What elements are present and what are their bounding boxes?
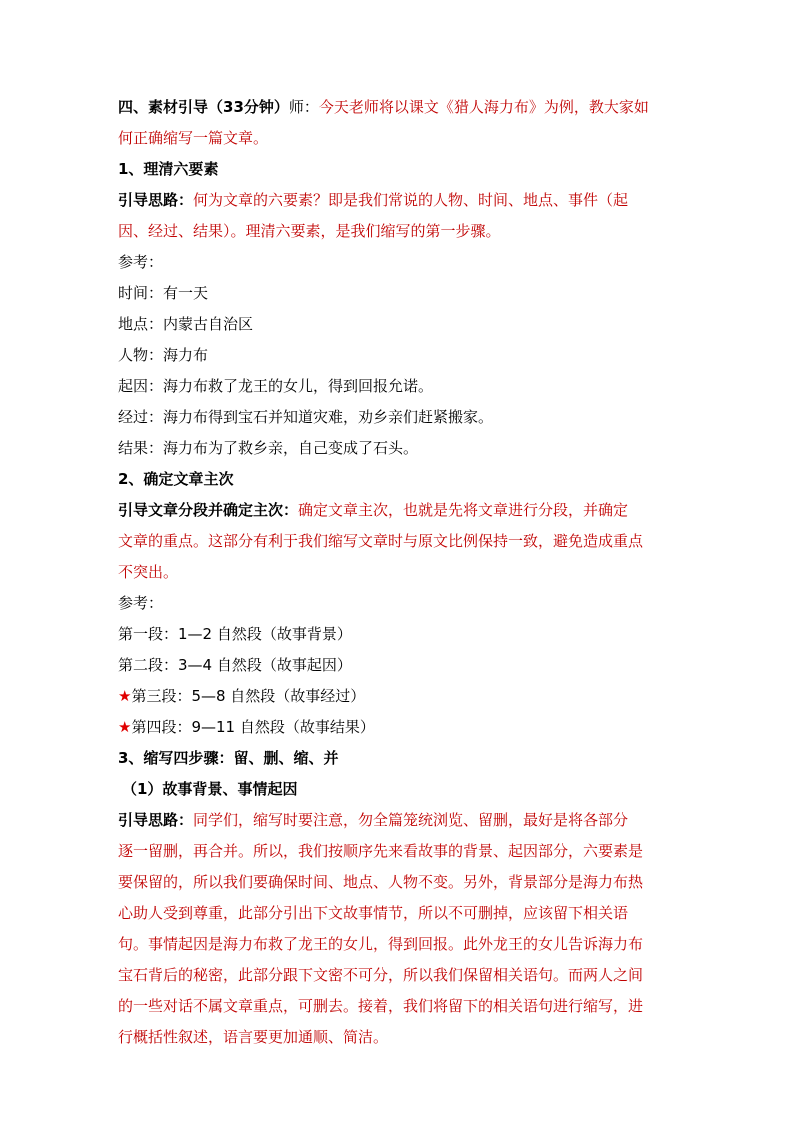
star-icon: ★ [118, 718, 132, 736]
part3-subtitle: （1）故事背景、事情起因 [122, 780, 298, 798]
part2-guide-text: 确定文章主次，也就是先将文章进行分段，并确定 [298, 501, 629, 519]
part2-para3: 第三段：5—8 自然段（故事经过） [131, 687, 366, 705]
section4-teacher-label: 师： [288, 98, 319, 116]
section4-intro-cont: 何正确缩写一篇文章。 [118, 129, 269, 147]
part3-guide-line: 行概括性叙述，语言要更加通顺、简洁。 [118, 1028, 389, 1046]
part2-para2: 第二段：3—4 自然段（故事起因） [118, 656, 352, 674]
part1-guide-line1 [118, 185, 686, 216]
part3-guide-line: 宝石背后的秘密，此部分跟下文密不可分，所以我们保留相关语句。而两人之间 [118, 966, 644, 984]
part2-ref-label: 参考： [118, 594, 164, 612]
section4-heading: 四、素材引导（33分钟） [118, 98, 289, 116]
part3-guide-text: 同学们，缩写时要注意，勿全篇笼统浏览、留删，最好是将各部分 [193, 811, 629, 829]
part3-guide-line1 [118, 805, 686, 836]
part2-guide-line2: 文章的重点。这部分有利于我们缩写文章时与原文比例保持一致，避免造成重点 [118, 532, 644, 550]
part1-guide-line2: 因、经过、结果）。理清六要素，是我们缩写的第一步骤。 [118, 222, 501, 240]
part3-guide-line: 的一些对话不属文章重点，可删去。接着，我们将留下的相关语句进行缩写，进 [118, 997, 644, 1015]
part3-guide-line: 句。事情起因是海力布救了龙王的女儿，得到回报。此外龙王的女儿告诉海力布 [118, 935, 644, 953]
document-page [118, 92, 686, 1053]
part2-title: 2、确定文章主次 [118, 470, 234, 488]
part2-guide-line3: 不突出。 [118, 563, 179, 581]
part2-guide-label: 引导文章分段并确定主次： [118, 501, 299, 519]
part1-ref-label: 参考： [118, 253, 164, 271]
part1-item-time: 时间：有一天 [118, 284, 209, 302]
part1-item-person: 人物：海力布 [118, 346, 209, 364]
part2-para4-row [118, 712, 686, 743]
part3-guide-line: 逐一留删，再合并。所以，我们按顺序先来看故事的背景、起因部分，六要素是 [118, 842, 644, 860]
part2-para3-row [118, 681, 686, 712]
part1-item-place: 地点：内蒙古自治区 [118, 315, 254, 333]
section4-intro: 今天老师将以课文《猎人海力布》为例，教大家如 [318, 98, 649, 116]
part1-item-process: 经过：海力布得到宝石并知道灾难，劝乡亲们赶紧搬家。 [118, 408, 494, 426]
part1-guide-label: 引导思路： [118, 191, 194, 209]
part1-title: 1、理清六要素 [118, 160, 219, 178]
star-icon: ★ [118, 687, 132, 705]
part1-item-result: 结果：海力布为了救乡亲，自己变成了石头。 [118, 439, 419, 457]
part2-para4: 第四段：9—11 自然段（故事结果） [131, 718, 375, 736]
section4-line1 [118, 92, 686, 123]
part3-title: 3、缩写四步骤：留、删、缩、并 [118, 749, 339, 767]
part2-guide-line1 [118, 495, 686, 526]
part1-guide-text: 何为文章的六要素？即是我们常说的人物、时间、地点、事件（起 [193, 191, 629, 209]
part1-item-cause: 起因：海力布救了龙王的女儿，得到回报允诺。 [118, 377, 434, 395]
part3-guide-label: 引导思路： [118, 811, 194, 829]
part2-para1: 第一段：1—2 自然段（故事背景） [118, 625, 352, 643]
part3-guide-line: 心助人受到尊重，此部分引出下文故事情节，所以不可删掉，应该留下相关语 [118, 904, 629, 922]
part3-guide-line: 要保留的，所以我们要确保时间、地点、人物不变。另外，背景部分是海力布热 [118, 873, 644, 891]
